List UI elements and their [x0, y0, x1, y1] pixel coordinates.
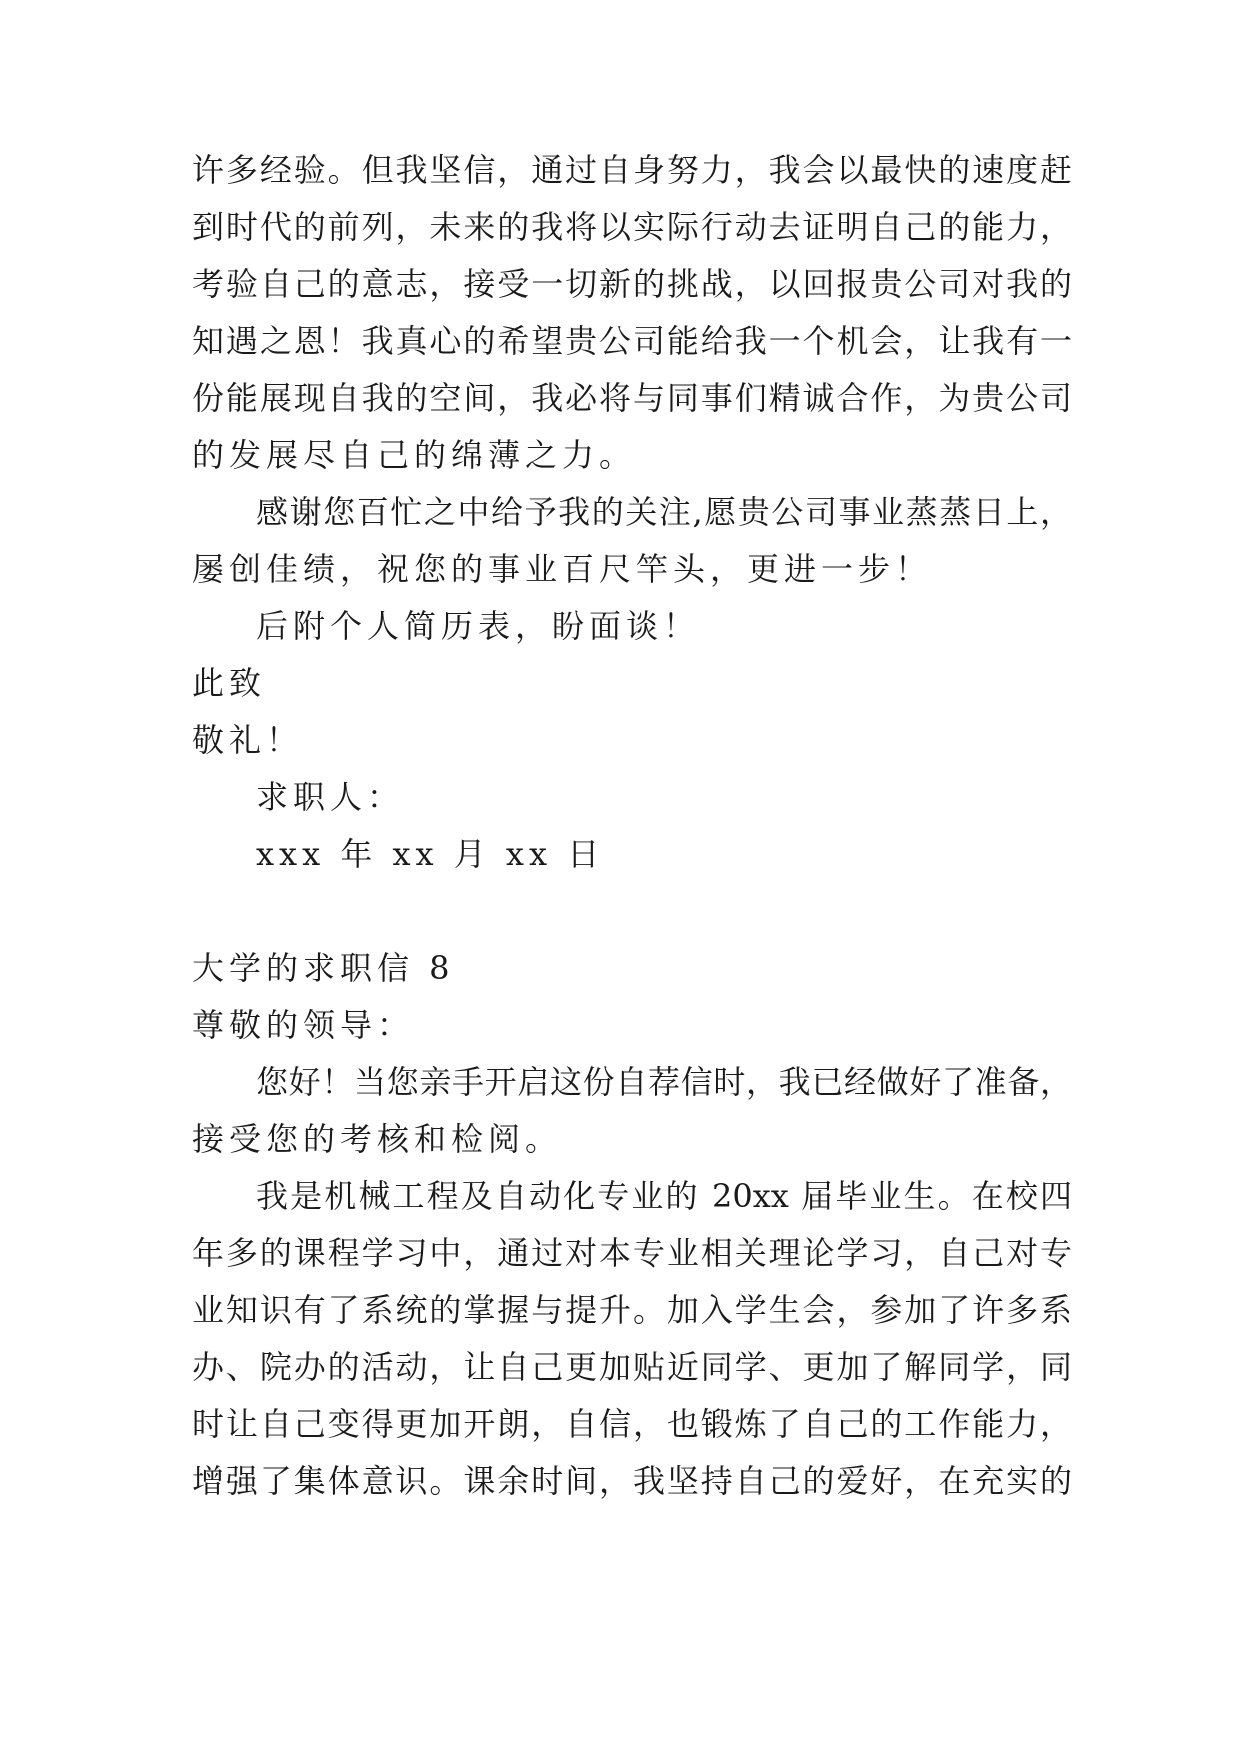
paragraph-line: 份能展现自我的空间，我必将与同事们精诚合作，为贵公司: [192, 379, 1072, 417]
salutation: 尊敬的领导：: [192, 1006, 415, 1044]
body-line: 我是机械工程及自动化专业的 20xx 届毕业生。在校四: [256, 1177, 1072, 1215]
section-title: 大学的求职信 8: [192, 949, 455, 987]
paragraph-line: 知遇之恩！我真心的希望贵公司能给我一个机会，让我有一: [192, 322, 1072, 360]
attachment-note: 后附个人简历表，盼面谈！: [256, 607, 701, 645]
body-line: 时让自己变得更加开朗，自信，也锻炼了自己的工作能力，: [192, 1405, 1072, 1443]
paragraph-line: 到时代的前列，未来的我将以实际行动去证明自己的能力，: [192, 208, 1072, 246]
closing-line: 此致: [192, 664, 267, 702]
applicant-label: 求职人：: [256, 778, 405, 816]
date-line: xxx 年 xx 月 xx 日: [256, 835, 605, 873]
paragraph-line: 的发展尽自己的绵薄之力。: [192, 436, 637, 474]
greeting-line: 接受您的考核和检阅。: [192, 1120, 563, 1158]
body-line: 年多的课程学习中，通过对本专业相关理论学习，自己对专: [192, 1234, 1072, 1272]
body-line: 业知识有了系统的掌握与提升。加入学生会，参加了许多系: [192, 1291, 1072, 1329]
thanks-line: 屡创佳绩，祝您的事业百尺竿头，更进一步！: [192, 550, 933, 588]
body-line: 增强了集体意识。课余时间，我坚持自己的爱好，在充实的: [192, 1462, 1072, 1500]
body-line: 办、院办的活动，让自己更加贴近同学、更加了解同学，同: [192, 1348, 1072, 1386]
greeting-line: 您好！当您亲手开启这份自荐信时，我已经做好了准备，: [256, 1063, 1072, 1101]
paragraph-line: 考验自己的意志，接受一切新的挑战，以回报贵公司对我的: [192, 265, 1072, 303]
closing-line: 敬礼！: [192, 721, 304, 759]
thanks-line: 感谢您百忙之中给予我的关注,愿贵公司事业蒸蒸日上，: [256, 493, 1072, 531]
paragraph-line: 许多经验。但我坚信，通过自身努力，我会以最快的速度赶: [192, 151, 1072, 189]
